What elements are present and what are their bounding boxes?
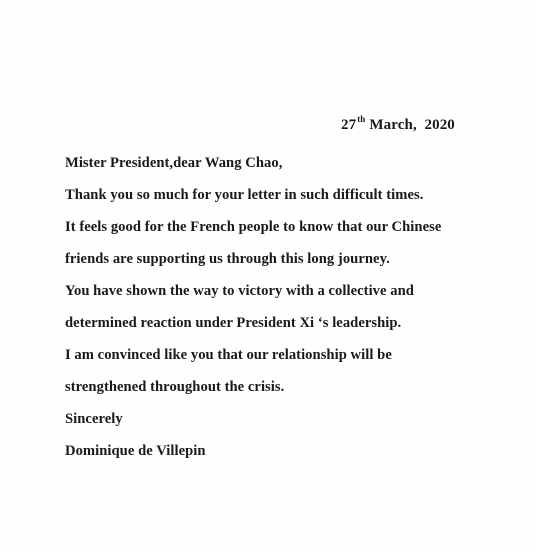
- letter-body: [65, 154, 525, 474]
- body-line-3: friends are supporting us through this long journey.: [65, 251, 390, 267]
- date-ordinal: th: [357, 114, 366, 124]
- body-line-2: It feels good for the French people to know that our Chinese: [65, 219, 442, 235]
- closing: Sincerely: [65, 411, 123, 427]
- body-line-6: I am convinced like you that our relationship will be: [65, 347, 392, 363]
- date-day: 27: [341, 117, 357, 133]
- date-month-year: March, 2020: [369, 117, 455, 133]
- body-line-5: determined reaction under President Xi ‘s leadership.: [65, 315, 402, 331]
- body-line-7: strengthened throughout the crisis.: [65, 379, 285, 395]
- signature-name: Dominique de Villepin: [65, 443, 206, 459]
- body-line-1: Thank you so much for your letter in such difficult times.: [65, 187, 424, 203]
- salutation: Mister President,dear Wang Chao,: [65, 155, 283, 171]
- body-line-4: You have shown the way to victory with a collective and: [65, 283, 414, 299]
- letter-date: [341, 114, 455, 134]
